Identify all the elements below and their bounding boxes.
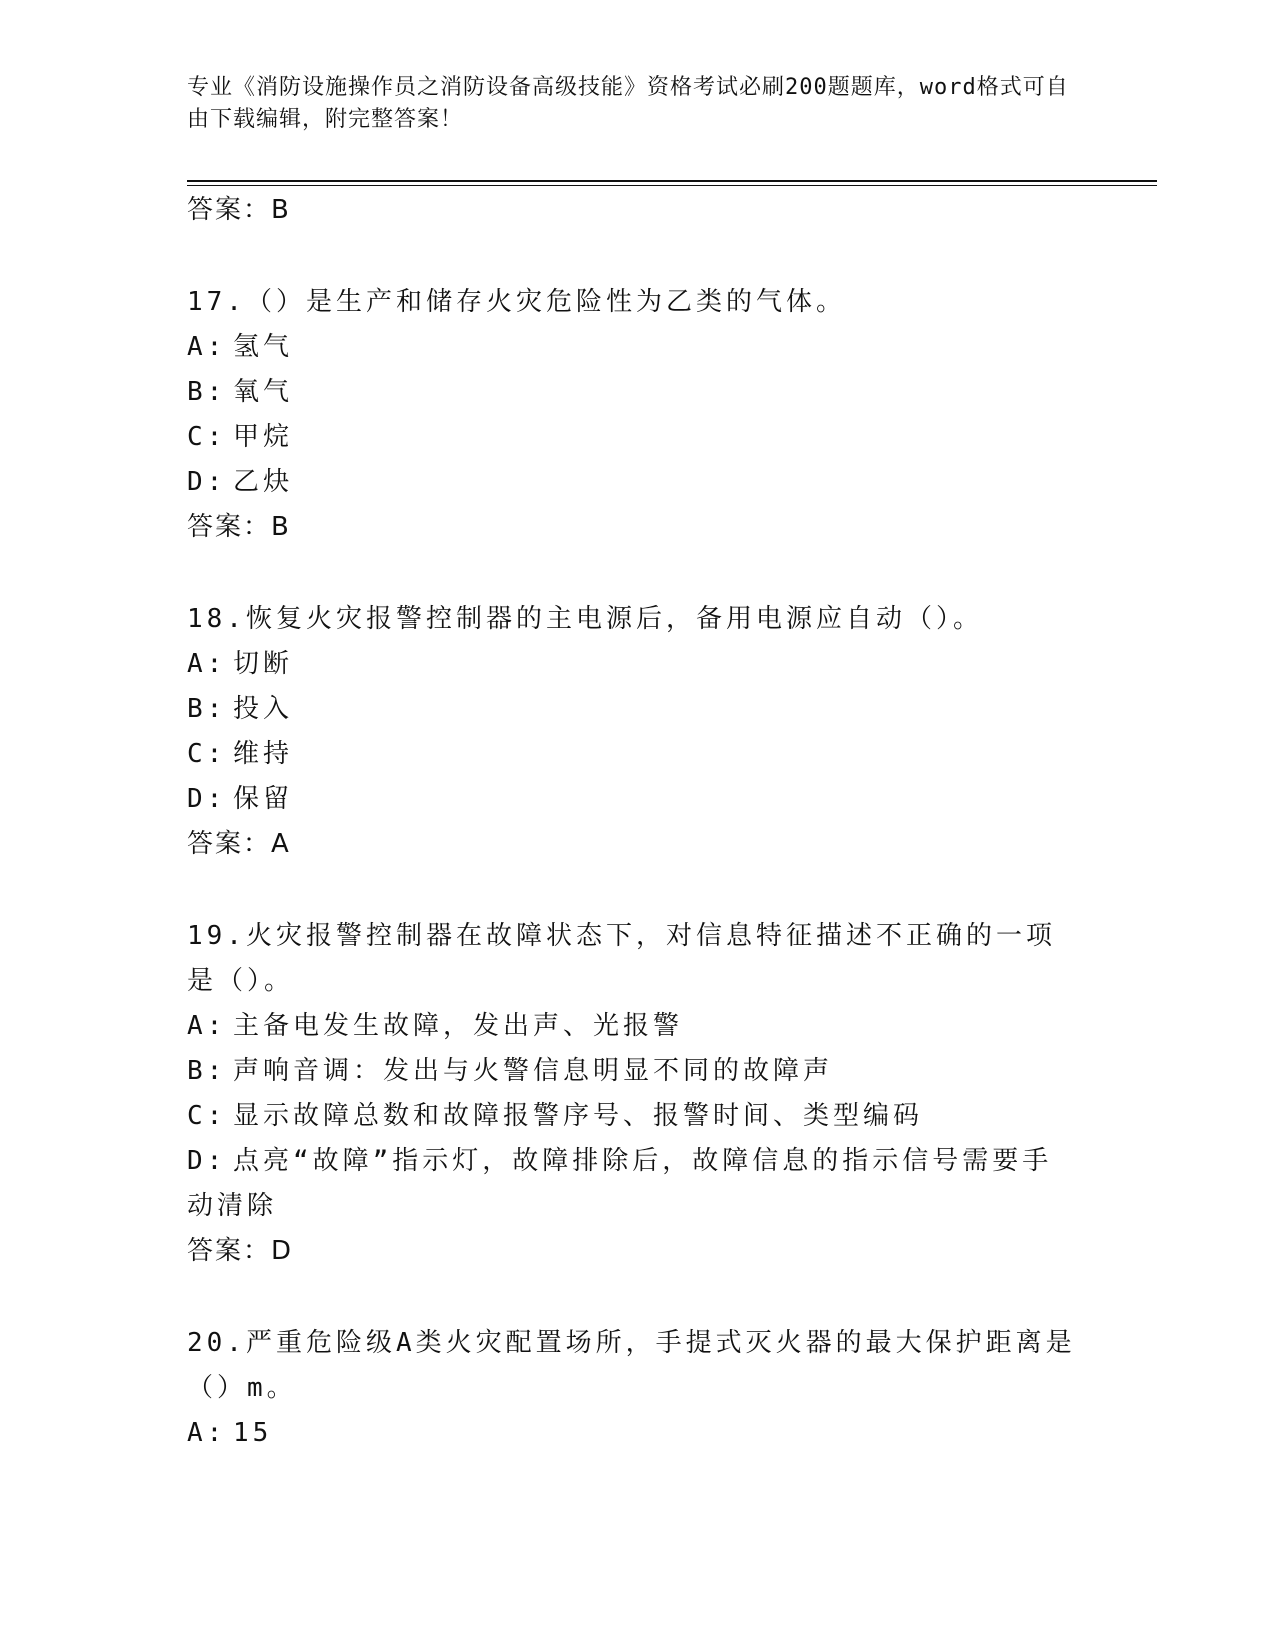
- option-text: 主备电发生故障，发出声、光报警: [233, 1011, 684, 1041]
- option-text: 显示故障总数和故障报警序号、报警时间、类型编码: [233, 1101, 924, 1131]
- option-d: [187, 1139, 1077, 1229]
- option-text: 甲烷: [233, 422, 294, 452]
- option-a: [187, 642, 1077, 687]
- question-block: [187, 280, 1077, 550]
- option-letter: C:: [187, 422, 227, 452]
- option-text: 维持: [233, 739, 294, 769]
- option-text: 保留: [233, 784, 294, 814]
- option-letter: C:: [187, 1101, 227, 1131]
- option-letter: D:: [187, 1146, 227, 1176]
- question-block: [187, 914, 1077, 1274]
- option-letter: A:: [187, 649, 227, 679]
- question-text: 17.（）是生产和储存火灾危险性为乙类的气体。: [187, 287, 846, 317]
- option-letter: A:: [187, 332, 227, 362]
- question-block: [187, 1321, 1077, 1456]
- option-text: 15: [233, 1418, 273, 1448]
- option-letter: A:: [187, 1011, 227, 1041]
- option-text: 投入: [233, 694, 294, 724]
- option-a: [187, 1004, 1077, 1049]
- option-d: [187, 777, 1077, 822]
- page-header: 专业《消防设施操作员之消防设备高级技能》资格考试必刷200题题库，word格式可自由下载编辑，附完整答案！: [187, 75, 1069, 132]
- answer-line: 答案：B: [187, 512, 291, 542]
- header-rule-thin: [187, 185, 1157, 186]
- option-text: 氧气: [233, 377, 294, 407]
- option-c: [187, 732, 1077, 777]
- option-letter: B:: [187, 694, 227, 724]
- question-text: 18.恢复火灾报警控制器的主电源后，备用电源应自动（）。: [187, 604, 983, 634]
- question-block: [187, 597, 1077, 867]
- option-a: [187, 325, 1077, 370]
- option-c: [187, 1094, 1077, 1139]
- option-a: [187, 1411, 1077, 1456]
- option-letter: B:: [187, 1056, 227, 1086]
- question-list: [187, 188, 1077, 1456]
- option-text: 切断: [233, 649, 294, 679]
- option-b: [187, 1049, 1077, 1094]
- option-text: 氢气: [233, 332, 294, 362]
- option-letter: B:: [187, 377, 227, 407]
- answer-line: 答案：A: [187, 829, 291, 859]
- question-text: 19.火灾报警控制器在故障状态下，对信息特征描述不正确的一项是（）。: [187, 921, 1056, 996]
- header-rule-thick: [187, 180, 1157, 182]
- answer-line: 答案：B: [187, 195, 291, 225]
- option-letter: D:: [187, 467, 227, 497]
- option-text: 点亮“故障”指示灯，故障排除后，故障信息的指示信号需要手动清除: [187, 1146, 1053, 1221]
- answer-line: 答案：D: [187, 1236, 294, 1266]
- option-text: 声响音调：发出与火警信息明显不同的故障声: [233, 1056, 834, 1086]
- question-text: 20.严重危险级A类火灾配置场所，手提式灭火器的最大保护距离是（）m。: [187, 1328, 1076, 1403]
- option-b: [187, 370, 1077, 415]
- option-b: [187, 687, 1077, 732]
- option-text: 乙炔: [233, 467, 294, 497]
- option-c: [187, 415, 1077, 460]
- option-letter: C:: [187, 739, 227, 769]
- option-d: [187, 460, 1077, 505]
- option-letter: A:: [187, 1418, 227, 1448]
- option-letter: D:: [187, 784, 227, 814]
